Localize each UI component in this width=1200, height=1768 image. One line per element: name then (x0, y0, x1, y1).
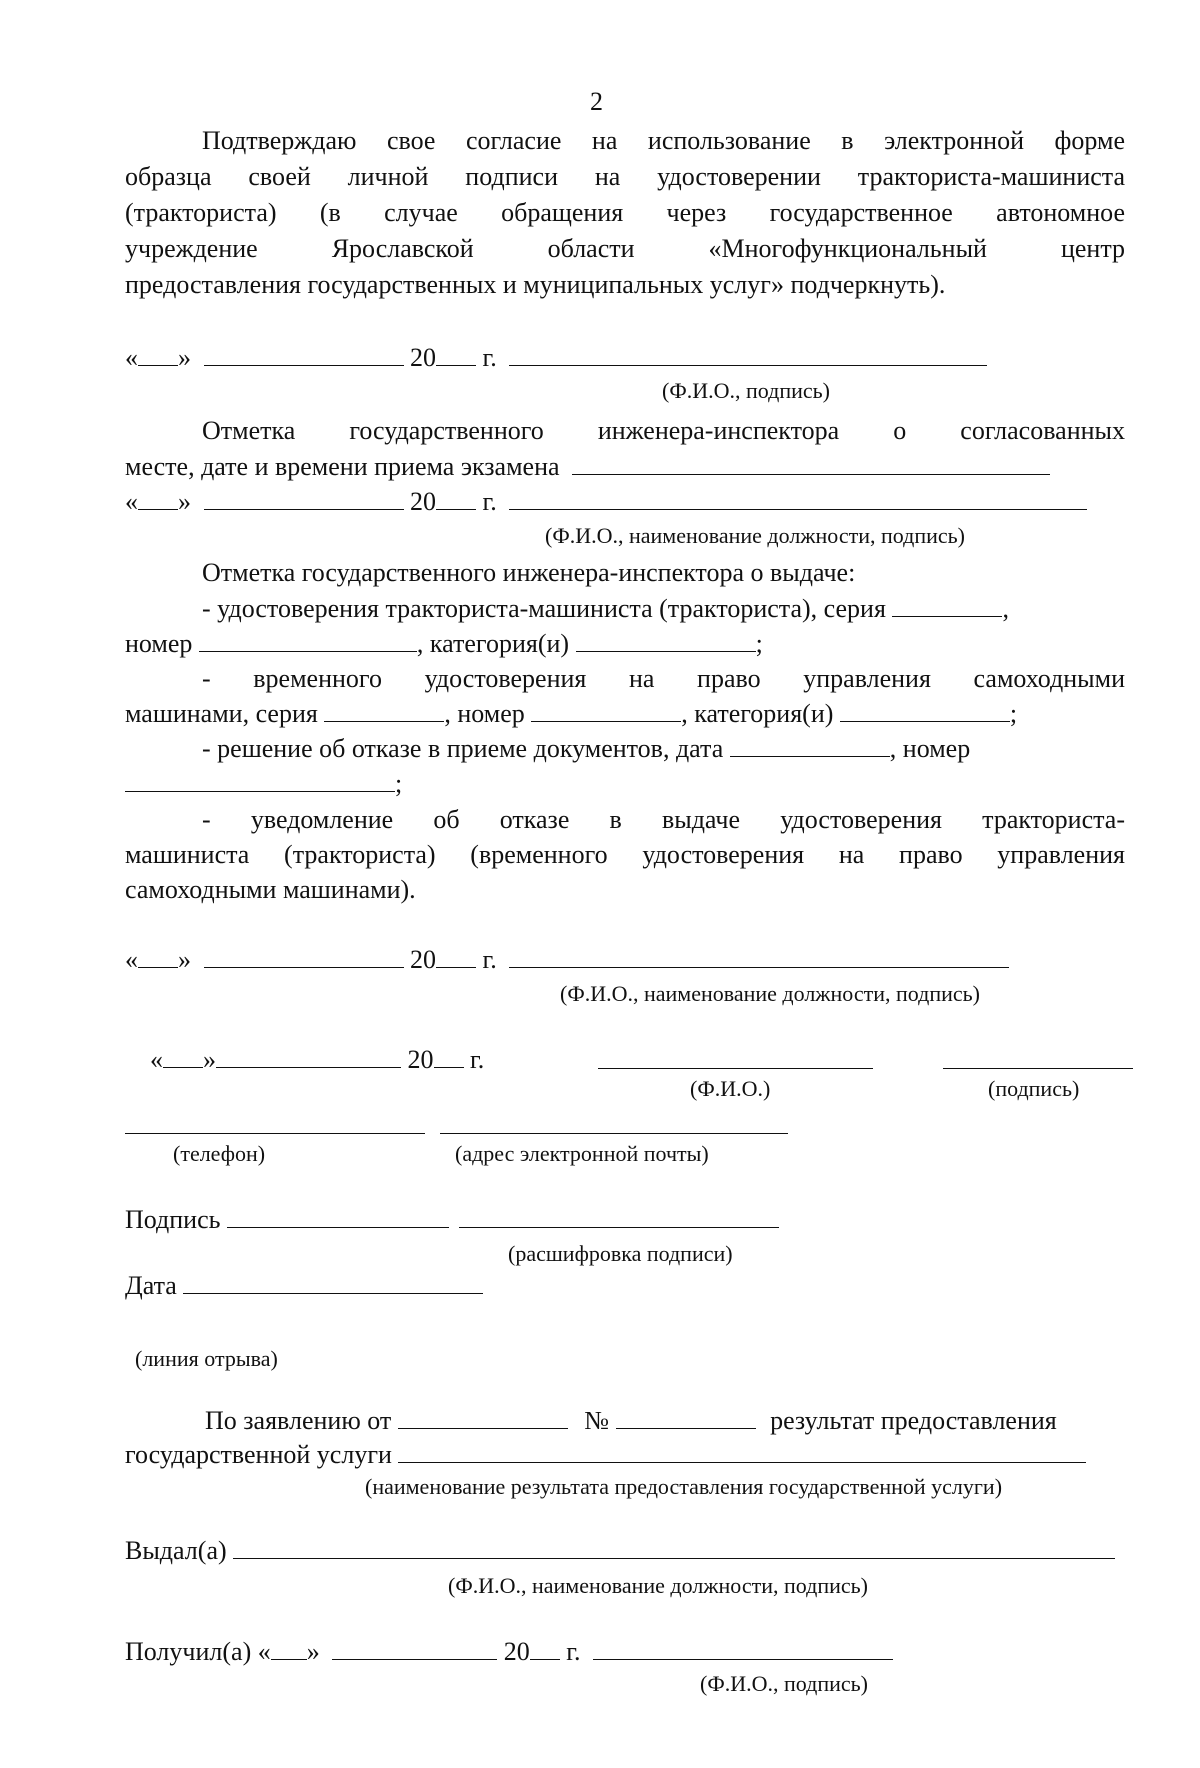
number-label: , номер (444, 699, 525, 728)
semicolon: ; (395, 769, 403, 798)
refusal-number-blank[interactable] (125, 773, 395, 792)
number-sign: № (584, 1406, 610, 1435)
year-suffix: г. (566, 1637, 581, 1666)
inspector-exam-line-1: Отметка государственного инженера-инспектора о согласованных (202, 416, 1125, 445)
consent-line-2: образца своей личной подписи на удостоверении тракториста-машиниста (125, 162, 1125, 191)
year-blank[interactable] (530, 1641, 560, 1660)
public-service-label: государственной услуги (125, 1440, 392, 1469)
category-label: , категория(и) (681, 699, 834, 728)
number-label: , номер (889, 734, 971, 763)
consent-line-5: предоставления государственных и муниципальных услуг» подчеркнуть). (125, 270, 946, 299)
email-blank[interactable] (440, 1133, 788, 1134)
year-suffix: г. (482, 343, 497, 372)
month-blank[interactable] (204, 347, 404, 366)
issue-item-2-line-1: - временного удостоверения на право управления самоходными (202, 664, 1125, 693)
open-quote: « (125, 343, 138, 372)
comma: , (1002, 594, 1009, 623)
received-label: Получил(а) (125, 1637, 252, 1666)
issued-row (125, 1537, 1115, 1564)
open-quote: « (125, 487, 138, 516)
open-quote: « (150, 1045, 163, 1074)
close-quote: » (178, 945, 191, 974)
issue-item-4-line-3: самоходными машинами). (125, 875, 416, 904)
date-row-2 (125, 488, 1087, 515)
date-row-4 (150, 1046, 484, 1073)
semicolon: ; (755, 629, 763, 658)
date-row-1 (125, 344, 987, 371)
label-phone: (телефон) (173, 1141, 266, 1166)
label-email: (адрес электронной почты) (455, 1141, 709, 1166)
received-fio-blank[interactable] (593, 1641, 893, 1660)
application-line-1 (205, 1407, 1125, 1434)
year-prefix: 20 (410, 945, 436, 974)
close-quote: » (306, 1637, 320, 1666)
consent-line-1: Подтверждаю свое согласие на использование в электронной форме (202, 126, 1125, 155)
label-fio-position-2: (Ф.И.О., наименование должности, подпись) (560, 981, 980, 1006)
service-result-label: результат предоставления (770, 1406, 1057, 1435)
applicant-fio-blank[interactable] (598, 1068, 873, 1069)
issued-blank[interactable] (233, 1540, 1115, 1559)
year-prefix: 20 (407, 1045, 434, 1074)
application-number-blank[interactable] (616, 1410, 756, 1429)
tear-line-label: (линия отрыва) (135, 1346, 278, 1371)
page-number: 2 (590, 87, 603, 116)
application-line-2 (125, 1441, 1086, 1468)
issue-item-1-line-1 (202, 595, 1009, 622)
label-fio-position-3: (Ф.И.О., наименование должности, подпись) (448, 1573, 868, 1598)
semicolon: ; (1009, 699, 1018, 728)
issue-item-4-line-2: машиниста (тракториста) (временного удостоверения на право управления (125, 840, 1125, 869)
day-blank[interactable] (138, 347, 178, 366)
refusal-docs-text: - решение об отказе в приеме документов, дата (202, 734, 724, 763)
day-blank[interactable] (271, 1641, 307, 1660)
label-service-result: (наименование результата предоставления государственной услуги) (365, 1474, 1003, 1499)
label-fio-signature-1: (Ф.И.О., подпись) (662, 378, 830, 403)
refusal-date-blank[interactable] (730, 738, 890, 757)
close-quote: » (178, 487, 191, 516)
consent-line-3: (тракториста) (в случае обращения через государственное автономное (125, 198, 1125, 227)
sign-decode-blank[interactable] (459, 1209, 779, 1228)
issue-item-3-line-2 (125, 770, 402, 797)
label-fio-signature-2: (Ф.И.О., подпись) (700, 1671, 868, 1696)
year-suffix: г. (482, 487, 497, 516)
label-fio: (Ф.И.О.) (690, 1076, 771, 1101)
day-blank[interactable] (163, 1049, 203, 1068)
month-blank[interactable] (216, 1049, 401, 1068)
year-blank[interactable] (436, 949, 476, 968)
sign-blank[interactable] (227, 1209, 449, 1228)
consent-line-4: учреждение Ярославской области «Многофункциональный центр (125, 234, 1125, 263)
fio-position-blank[interactable] (509, 949, 1009, 968)
year-prefix: 20 (410, 343, 436, 372)
label-fio-position-1: (Ф.И.О., наименование должности, подпись) (545, 523, 965, 548)
sign-row (125, 1206, 779, 1233)
series-blank[interactable] (892, 598, 1002, 617)
day-blank[interactable] (138, 949, 178, 968)
year-blank[interactable] (436, 491, 476, 510)
inspector-exam-text: месте, дате и времени приема экзамена (125, 452, 560, 481)
month-blank[interactable] (332, 1641, 497, 1660)
application-from-label: По заявлению от (205, 1406, 392, 1435)
date-row-3 (125, 946, 1009, 973)
category-blank[interactable] (576, 633, 756, 652)
open-quote: « (125, 945, 138, 974)
category-blank[interactable] (840, 703, 1010, 722)
issue-item-2-line-2 (125, 700, 1017, 727)
close-quote: » (203, 1045, 216, 1074)
issue-item-4-line-1: - уведомление об отказе в выдаче удостоверения тракториста- (202, 805, 1125, 834)
month-blank[interactable] (204, 949, 404, 968)
open-quote: « (257, 1637, 271, 1666)
date-blank[interactable] (183, 1275, 483, 1294)
fio-signature-blank[interactable] (509, 347, 987, 366)
number-blank[interactable] (531, 703, 681, 722)
application-date-blank[interactable] (398, 1410, 568, 1429)
inspector-issue-heading: Отметка государственного инженера-инспектора о выдаче: (202, 558, 856, 587)
series-label: машинами, серия (125, 699, 318, 728)
category-label: , категория(и) (416, 629, 570, 658)
issue-item-3-line-1 (202, 735, 970, 762)
sign-label: Подпись (125, 1205, 221, 1234)
label-signature-decode: (расшифровка подписи) (508, 1241, 733, 1266)
service-result-blank[interactable] (398, 1444, 1086, 1463)
day-blank[interactable] (138, 491, 178, 510)
phone-blank[interactable] (125, 1133, 425, 1134)
year-suffix: г. (470, 1045, 485, 1074)
year-prefix: 20 (410, 487, 436, 516)
applicant-signature-blank[interactable] (943, 1068, 1133, 1069)
close-quote: » (178, 343, 191, 372)
year-blank[interactable] (436, 347, 476, 366)
issue-item-1-line-2 (125, 630, 763, 657)
inspector-exam-line-2 (125, 453, 1050, 480)
month-blank[interactable] (204, 491, 404, 510)
number-blank[interactable] (199, 633, 417, 652)
year-prefix: 20 (503, 1637, 530, 1666)
received-row (125, 1638, 893, 1665)
issued-label: Выдал(а) (125, 1536, 227, 1565)
year-suffix: г. (482, 945, 497, 974)
label-signature: (подпись) (988, 1076, 1080, 1101)
date-sign-row (125, 1272, 483, 1299)
date-label: Дата (125, 1271, 177, 1300)
number-label: номер (125, 629, 193, 658)
series-blank[interactable] (324, 703, 444, 722)
fio-position-blank[interactable] (509, 491, 1087, 510)
exam-place-blank[interactable] (572, 456, 1050, 475)
issue-item-1-text: - удостоверения тракториста-машиниста (тракториста), серия (202, 594, 886, 623)
year-blank[interactable] (434, 1049, 464, 1068)
